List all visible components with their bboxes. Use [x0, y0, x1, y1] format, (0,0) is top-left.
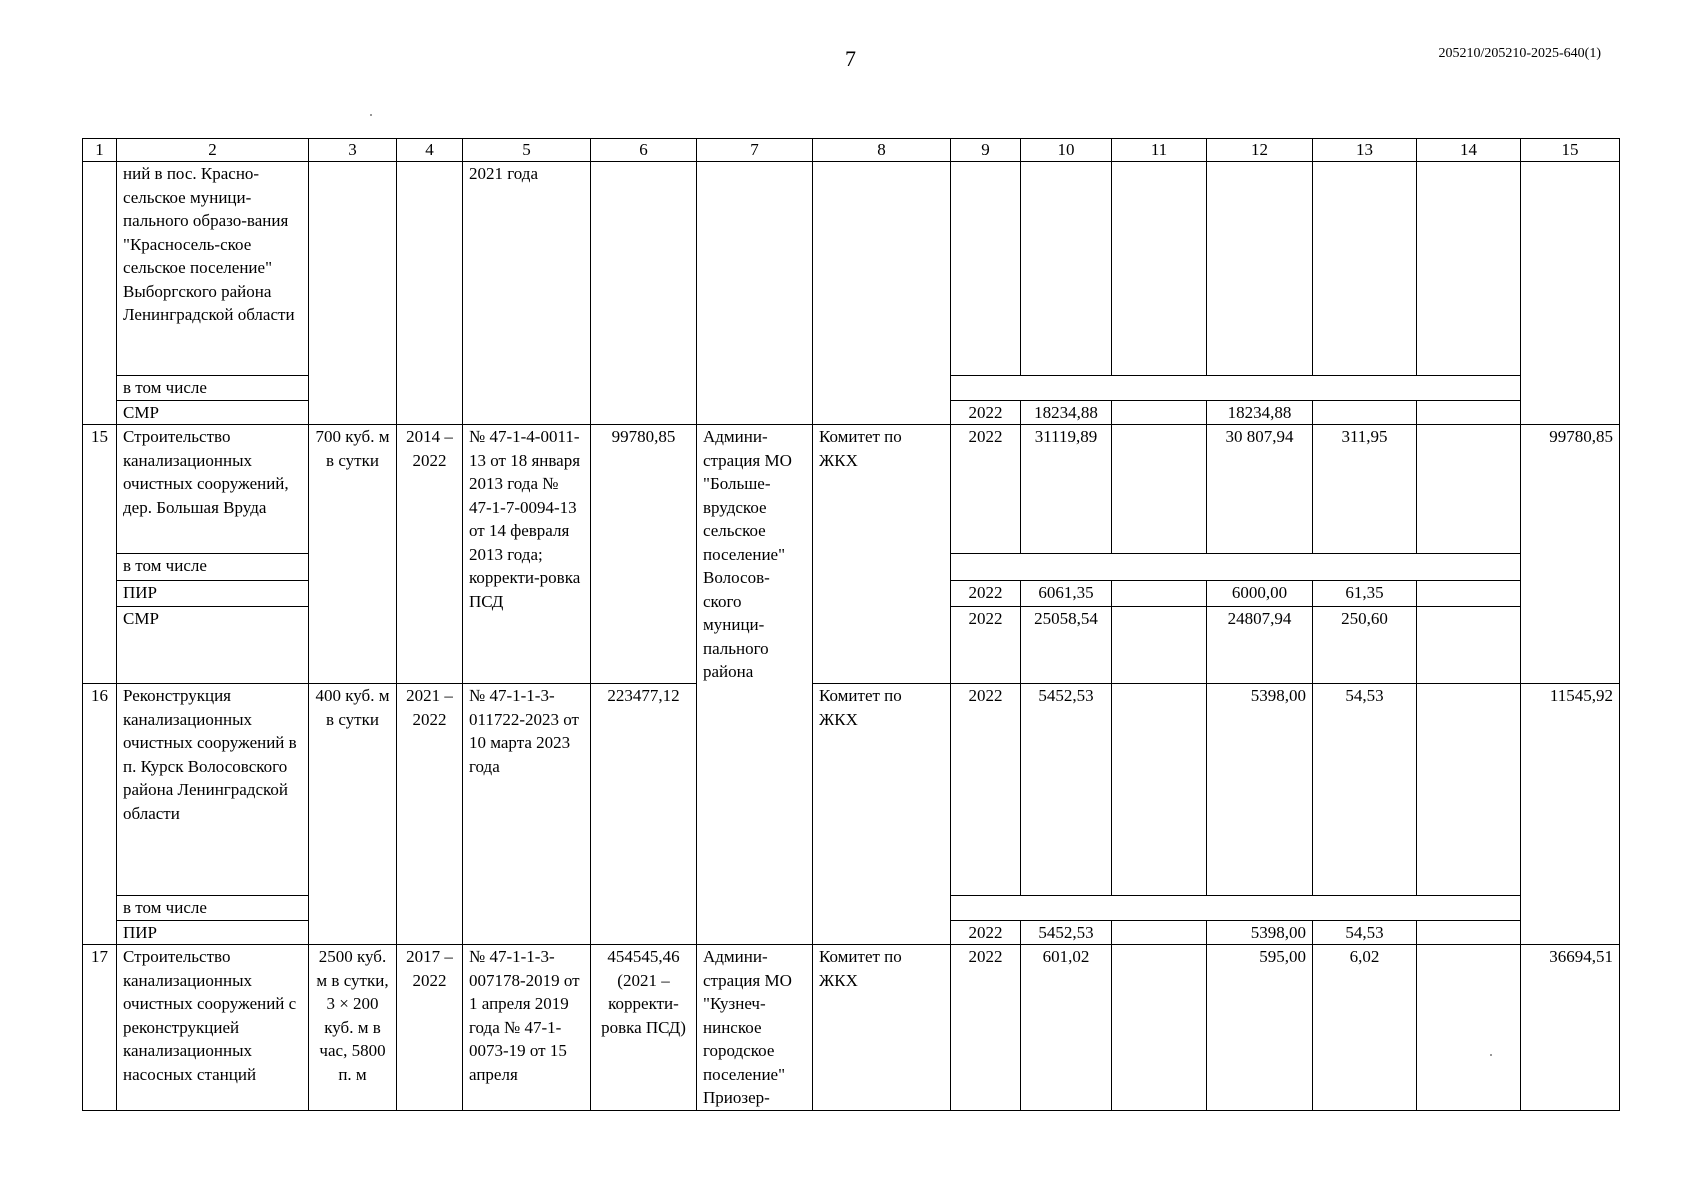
cell-c14	[1417, 607, 1521, 684]
object-name: Строительство канализационных очистных сооружений с реконструкцией канализационных насосных станций	[117, 945, 309, 1111]
row-number: 17	[83, 945, 117, 1111]
cell-c13	[1313, 400, 1417, 425]
cell-c13: 54,53	[1313, 684, 1417, 896]
table-row	[83, 945, 1620, 1111]
table-row	[83, 684, 1620, 896]
col-header: 9	[951, 139, 1021, 162]
cell-c14	[1417, 684, 1521, 896]
subrow-blank	[951, 896, 1521, 921]
cell-c11	[1112, 580, 1207, 607]
page-number: 7	[845, 46, 856, 71]
cell-c13	[1313, 162, 1417, 376]
cell-c10: 601,02	[1021, 945, 1112, 1111]
cell-expertise: № 47-1-4-0011-13 от 18 января 2013 года № 47-1-7-0094-13 от 14 февраля 2013 года; корректи-ровка ПСД	[463, 425, 591, 684]
cell-c10: 5452,53	[1021, 920, 1112, 945]
cell-c12: 30 807,94	[1207, 425, 1313, 554]
subrow-blank	[951, 553, 1521, 580]
cell-c11	[1112, 425, 1207, 554]
cell-num	[83, 162, 117, 425]
cell-period: 2017 – 2022	[397, 945, 463, 1111]
col-header: 8	[813, 139, 951, 162]
cell-c14	[1417, 400, 1521, 425]
table-row	[83, 425, 1620, 554]
cell-year: 2022	[951, 425, 1021, 554]
subrow-label: СМР	[117, 607, 309, 684]
cell-c11	[1112, 162, 1207, 376]
cell-c12: 24807,94	[1207, 607, 1313, 684]
cell-c12: 5398,00	[1207, 684, 1313, 896]
cell-c14	[1417, 920, 1521, 945]
cell-c12: 6000,00	[1207, 580, 1313, 607]
cell-c13: 6,02	[1313, 945, 1417, 1111]
cell-c14	[1417, 945, 1521, 1111]
cell-customer	[697, 162, 813, 425]
subrow-label: ПИР	[117, 580, 309, 607]
cell-c13: 250,60	[1313, 607, 1417, 684]
col-header: 1	[83, 139, 117, 162]
cell-period	[397, 162, 463, 425]
cell-c10: 18234,88	[1021, 400, 1112, 425]
col-header: 7	[697, 139, 813, 162]
cell-c15: 36694,51	[1521, 945, 1620, 1111]
cell-c13: 311,95	[1313, 425, 1417, 554]
row-number: 15	[83, 425, 117, 684]
cell-cost: 99780,85	[591, 425, 697, 684]
cell-responsible: Комитет по ЖКХ	[813, 425, 951, 684]
cell-c10: 6061,35	[1021, 580, 1112, 607]
document-id: 205210/205210-2025-640(1)	[1438, 46, 1601, 61]
cell-c13: 61,35	[1313, 580, 1417, 607]
object-name: ний в пос. Красно-сельское муници-пального образо-вания "Красносель-ское сельское поселение" Выборгского района Ленинградской области	[117, 162, 309, 376]
cell-cost	[591, 162, 697, 425]
object-name: Строительство канализационных очистных сооружений, дер. Большая Вруда	[117, 425, 309, 554]
cell-c14	[1417, 162, 1521, 376]
table-row	[83, 162, 1620, 376]
cell-c14	[1417, 580, 1521, 607]
cell-responsible: Комитет по ЖКХ	[813, 684, 951, 945]
cell-c11	[1112, 607, 1207, 684]
subrow-blank	[951, 376, 1521, 401]
construction-program-table	[82, 138, 1620, 1111]
cell-c13: 54,53	[1313, 920, 1417, 945]
cell-c10: 31119,89	[1021, 425, 1112, 554]
cell-c11	[1112, 684, 1207, 896]
col-header: 15	[1521, 139, 1620, 162]
cell-c11	[1112, 920, 1207, 945]
col-header: 3	[309, 139, 397, 162]
cell-c12: 18234,88	[1207, 400, 1313, 425]
col-header: 4	[397, 139, 463, 162]
cell-c11	[1112, 945, 1207, 1111]
cell-year: 2022	[951, 580, 1021, 607]
cell-customer: Админи-страция МО "Кузнеч-нинское городское поселение" Приозер-	[697, 945, 813, 1111]
cell-c10: 25058,54	[1021, 607, 1112, 684]
cell-c10	[1021, 162, 1112, 376]
cell-cost: 454545,46 (2021 – корректи-ровка ПСД)	[591, 945, 697, 1111]
cell-period: 2014 – 2022	[397, 425, 463, 684]
cell-expertise: № 47-1-1-3-011722-2023 от 10 марта 2023 года	[463, 684, 591, 945]
scan-speck	[370, 114, 372, 116]
row-number: 16	[83, 684, 117, 945]
cell-cost: 223477,12	[591, 684, 697, 945]
cell-c12: 595,00	[1207, 945, 1313, 1111]
col-header: 13	[1313, 139, 1417, 162]
cell-c15: 11545,92	[1521, 684, 1620, 945]
cell-capacity	[309, 162, 397, 425]
cell-c11	[1112, 400, 1207, 425]
col-header: 6	[591, 139, 697, 162]
cell-c10: 5452,53	[1021, 684, 1112, 896]
cell-year: 2022	[951, 945, 1021, 1111]
cell-c12	[1207, 162, 1313, 376]
cell-year	[951, 162, 1021, 376]
cell-capacity: 400 куб. м в сутки	[309, 684, 397, 945]
cell-customer	[697, 684, 813, 945]
cell-capacity: 2500 куб. м в сутки, 3 × 200 куб. м в час, 5800 п. м	[309, 945, 397, 1111]
cell-c15: 99780,85	[1521, 425, 1620, 684]
subrow-label: в том числе	[117, 553, 309, 580]
cell-year: 2022	[951, 920, 1021, 945]
subrow-label: в том числе	[117, 896, 309, 921]
cell-responsible	[813, 162, 951, 425]
cell-year: 2022	[951, 400, 1021, 425]
cell-c15	[1521, 162, 1620, 425]
cell-expertise: 2021 года	[463, 162, 591, 425]
cell-c12: 5398,00	[1207, 920, 1313, 945]
cell-year: 2022	[951, 684, 1021, 896]
column-number-header	[83, 139, 1620, 162]
cell-period: 2021 – 2022	[397, 684, 463, 945]
cell-responsible: Комитет по ЖКХ	[813, 945, 951, 1111]
subrow-label: ПИР	[117, 920, 309, 945]
cell-expertise: № 47-1-1-3-007178-2019 от 1 апреля 2019 года № 47-1-0073-19 от 15 апреля	[463, 945, 591, 1111]
object-name: Реконструкция канализационных очистных сооружений в п. Курск Волосовского района Ленинградской области	[117, 684, 309, 896]
cell-capacity: 700 куб. м в сутки	[309, 425, 397, 684]
col-header: 2	[117, 139, 309, 162]
col-header: 5	[463, 139, 591, 162]
cell-customer: Админи-страция МО "Больше-врудское сельское поселение" Волосов-ского муници-пального района	[697, 425, 813, 684]
subrow-label: в том числе	[117, 376, 309, 401]
cell-c14	[1417, 425, 1521, 554]
col-header: 12	[1207, 139, 1313, 162]
col-header: 14	[1417, 139, 1521, 162]
subrow-label: СМР	[117, 400, 309, 425]
col-header: 10	[1021, 139, 1112, 162]
cell-year: 2022	[951, 607, 1021, 684]
col-header: 11	[1112, 139, 1207, 162]
